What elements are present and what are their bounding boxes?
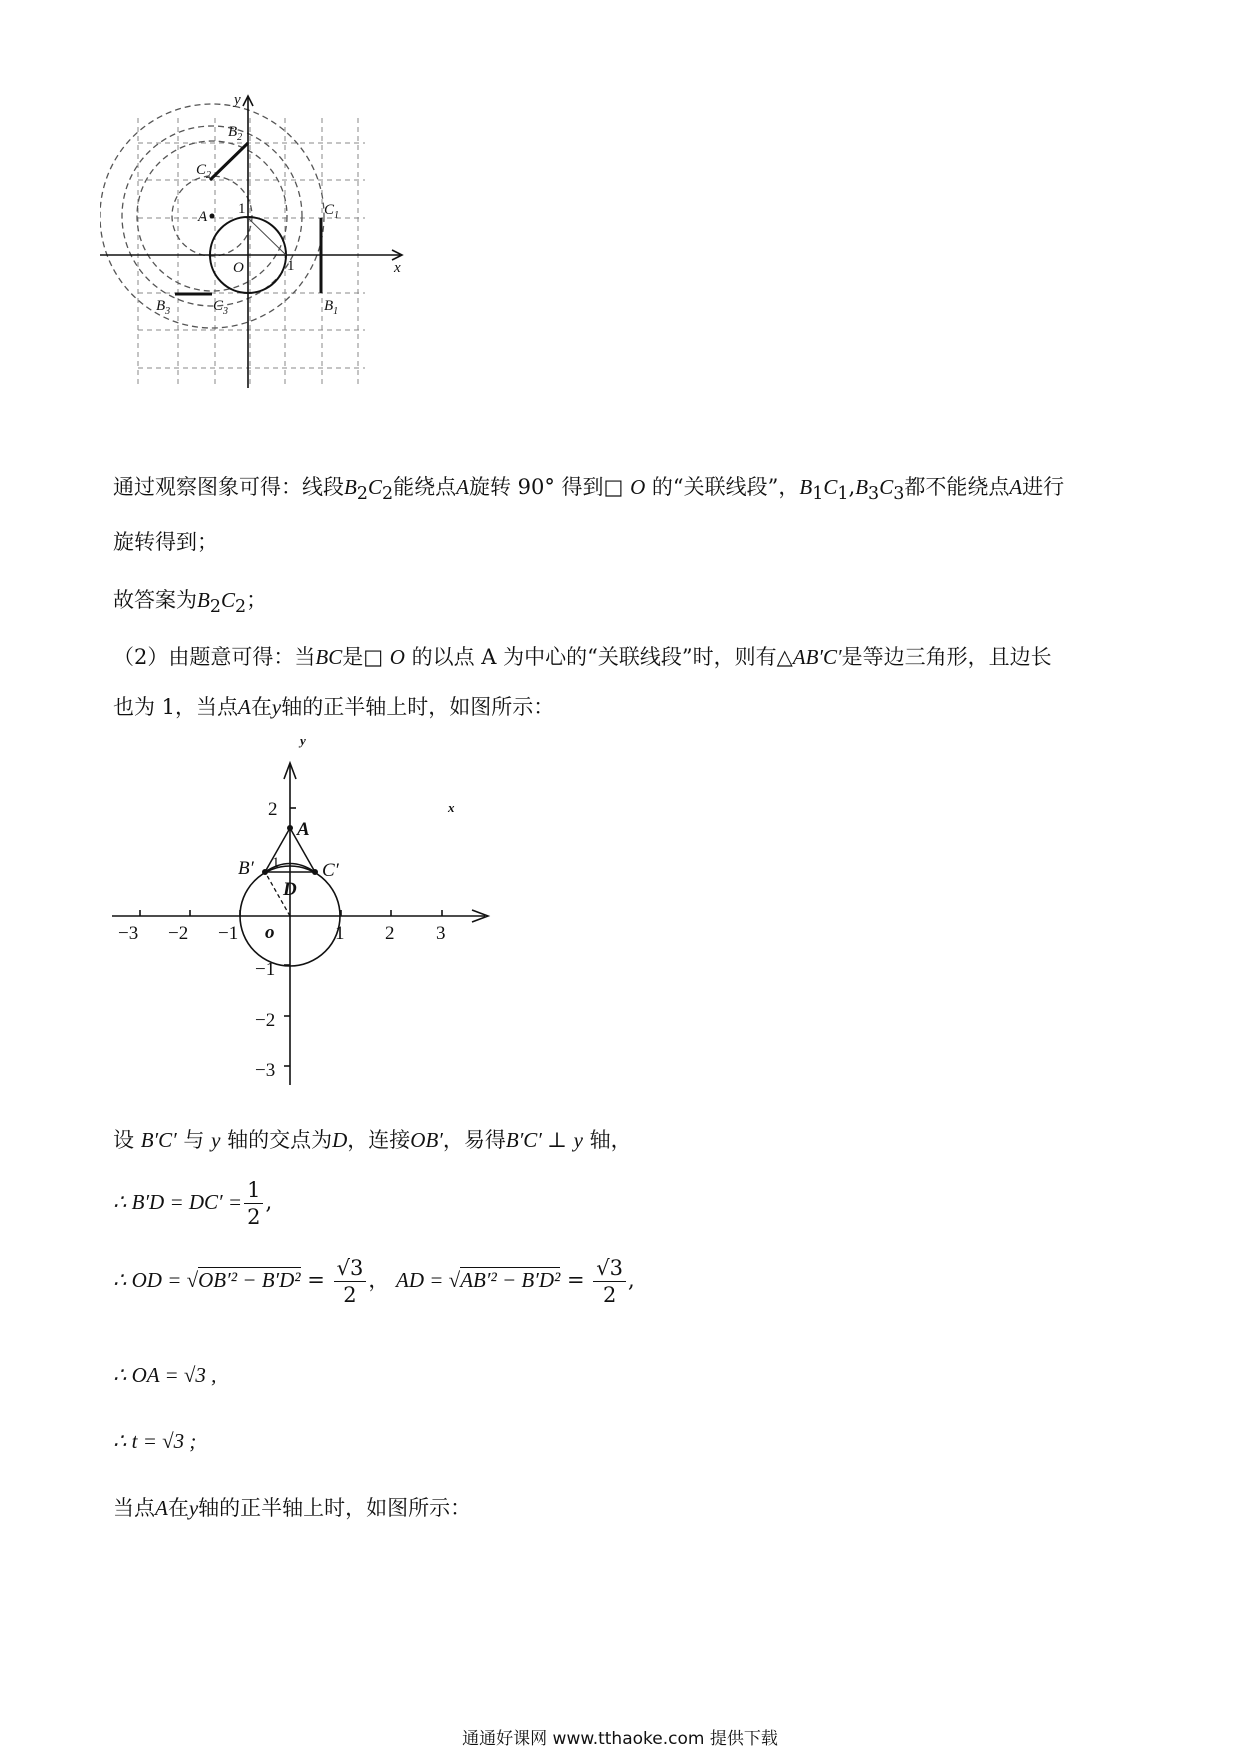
label-y-m1: −1 — [255, 959, 276, 980]
figure-equilateral-triangle — [100, 735, 520, 1105]
label-C3: C — [213, 298, 224, 314]
label-B2: B — [228, 124, 238, 140]
svg-text:B1: $B_1$ — [324, 298, 339, 317]
svg-text:C1: $C_1$ — [324, 202, 340, 221]
label-y-m3: −3 — [255, 1060, 276, 1081]
label-x: x — [394, 260, 401, 276]
label-B1: B — [324, 298, 334, 314]
page-footer: 通通好课网 www.tthaoke.com 提供下载 — [462, 1729, 778, 1749]
tick-x-2: 2 — [385, 923, 395, 944]
label-O: O — [233, 260, 244, 276]
label-y-m2: −2 — [255, 1010, 276, 1031]
label-x2: x — [448, 800, 455, 815]
label-A2: A — [297, 819, 310, 840]
paragraph-answer: 故答案为$B_2C_2$； — [113, 588, 268, 618]
label-y: y — [234, 92, 241, 108]
label-C1: C — [324, 202, 335, 218]
label-one-x: 1 — [287, 258, 295, 274]
tick-x-3: 3 — [436, 923, 446, 944]
tick-x-m2: −2 — [168, 923, 189, 944]
label-D: D — [283, 879, 297, 900]
label-o: o — [265, 922, 275, 943]
svg-text:B3: $B_3$ — [156, 298, 171, 317]
equation-t: ∴ t = √3 ; — [113, 1429, 197, 1453]
paragraph-part2: （2）由题意可得：当BC是□ O 的以点 A 为中心的“关联线段”时，则有△AB′C′是等边三角形，且边长 — [113, 645, 1052, 669]
paragraph-observation: 通过观察图象可得：线段$B_2C_2$能绕点A旋转 90° 得到□ O 的“关联线段”，$B_1C_1,B_3C_3$都不能绕点A进行 — [113, 475, 1065, 505]
tick-x-1: 1 — [335, 923, 345, 944]
label-C-prime: C′ — [322, 860, 339, 881]
tick-x-m1: −1 — [218, 923, 239, 944]
paragraph-rotation-result: 旋转得到； — [113, 530, 218, 554]
figure-rotation-grid — [100, 88, 460, 448]
label-y2: y — [300, 735, 306, 748]
paragraph-next-case: 当点A在y轴的正半轴上时，如图所示： — [113, 1496, 472, 1520]
svg-text:B2: $B_2$ — [228, 124, 243, 143]
label-B3: B — [156, 298, 166, 314]
paragraph-intersection: 设 B′C′ 与 y 轴的交点为D，连接OB′，易得B′C′ ⊥ y 轴， — [113, 1128, 632, 1152]
label-C2: C — [196, 162, 207, 178]
label-B-prime: B′ — [238, 858, 254, 879]
equation-half: ∴ B′D = DC′ = $\frac{1}{2}$ , — [113, 1178, 273, 1229]
label-y-one: 1 — [272, 855, 280, 871]
svg-text:C3: $C_3$ — [213, 298, 229, 317]
label-one-y: 1 — [238, 201, 246, 217]
label-A: A — [198, 209, 208, 225]
equation-oa: ∴ OA = √3 , — [113, 1363, 217, 1387]
tick-x-m3: −3 — [118, 923, 139, 944]
label-y-two: 2 — [268, 799, 278, 820]
svg-text:C2: $C_2$ — [196, 162, 212, 181]
equation-od-ad: ∴ OD = √OB′² − B′D² = $\frac{√3}{2}$ ， AD = √AB′² − B′D² = $\frac{√3}{2}$ , — [113, 1256, 635, 1307]
paragraph-side-length: 也为 1，当点A在y轴的正半轴上时，如图所示： — [113, 695, 555, 719]
